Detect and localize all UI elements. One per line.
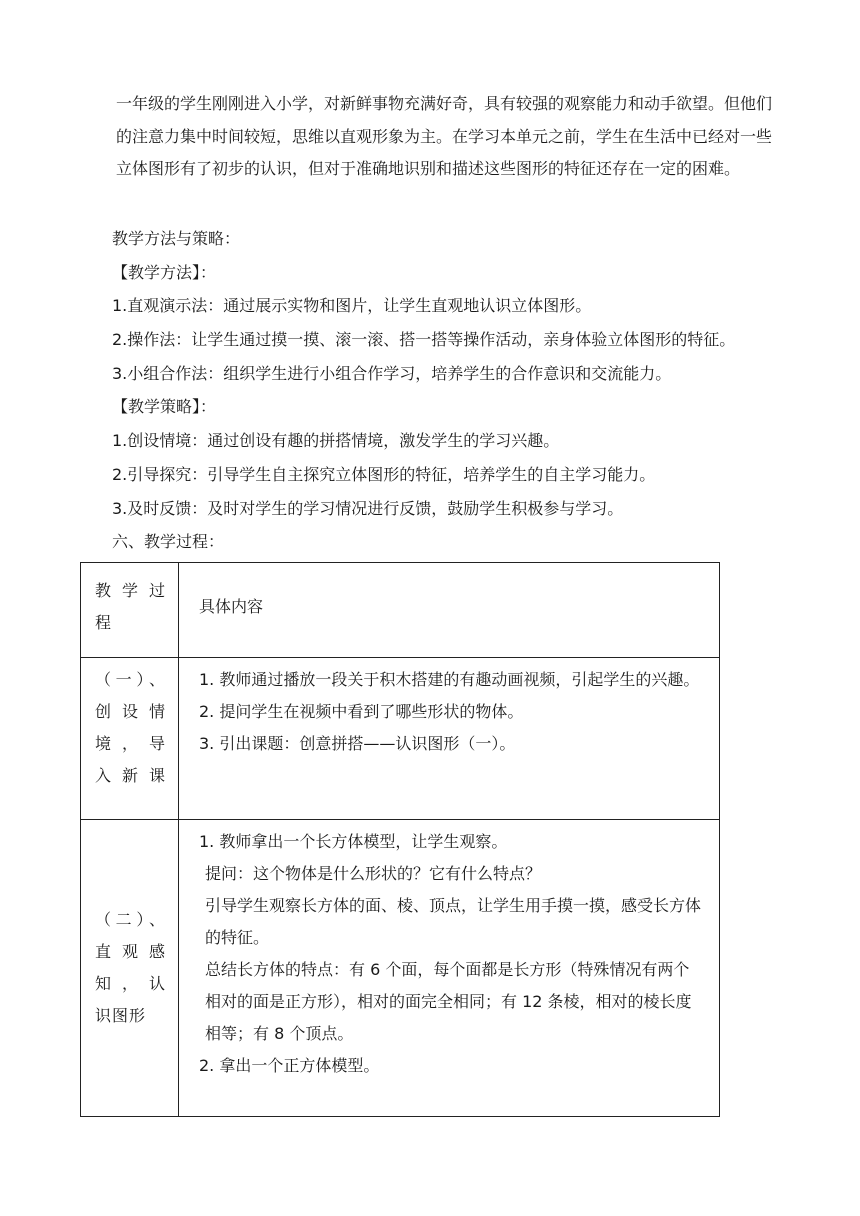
strategy-item: 1.创设情境：通过创设有趣的拼搭情境，激发学生的学习兴趣。 <box>112 431 560 451</box>
subheading-teaching-strategies: 【教学策略】： <box>112 397 217 417</box>
method-item: 3.小组合作法：组织学生进行小组合作学习，培养学生的合作意识和交流能力。 <box>112 363 672 383</box>
section-heading-methods-strategies: 教学方法与策略： <box>112 229 241 248</box>
strategy-item: 2.引导探究：引导学生自主探究立体图形的特征，培养学生的自主学习能力。 <box>112 464 656 484</box>
subheading-teaching-methods: 【教学方法】： <box>112 262 217 282</box>
content-line: 提问：这个物体是什么形状的？它有什么特点？ <box>205 864 542 883</box>
content-cell <box>179 820 720 1117</box>
header-stage-cell <box>81 563 179 658</box>
section-heading-teaching-process: 六、教学过程： <box>112 532 225 552</box>
method-item: 1.直观演示法：通过展示实物和图片，让学生直观地认识立体图形。 <box>112 296 592 316</box>
strategy-item: 3.及时反馈：及时对学生的学习情况进行反馈，鼓励学生积极参与学习。 <box>112 498 624 518</box>
header-stage-line: 教学过 <box>95 581 166 600</box>
method-item: 2.操作法：让学生通过摸一摸、滚一滚、搭一搭等操作活动，亲身体验立体图形的特征。 <box>112 330 736 350</box>
stage-line: 创设情 <box>95 702 166 721</box>
header-stage-line: 程 <box>95 613 113 632</box>
content-line: 1. 教师通过播放一段关于积木搭建的有趣动画视频，引起学生的兴趣。 <box>199 670 700 689</box>
content-line: 2. 拿出一个正方体模型。 <box>199 1056 380 1075</box>
content-line: 引导学生观察长方体的面、棱、顶点，让学生用手摸一摸，感受长方体的特征。 <box>205 896 702 947</box>
teaching-process-table <box>80 562 720 1117</box>
table-header-row <box>81 563 720 658</box>
stage-line: 境，导 <box>95 734 166 753</box>
content-cell <box>179 658 720 820</box>
content-line: 总结长方体的特点：有 6 个面，每个面都是长方形（特殊情况有两个相对的面是正方形），相对的面完全相同；有 12 条棱，相对的棱长度相等；有 8 个顶点。 <box>205 960 692 1043</box>
table-row <box>81 820 720 1117</box>
stage-line: （一）、 <box>95 670 166 689</box>
stage-line: 识图形 <box>95 1006 147 1025</box>
content-line: 3. 引出课题：创意拼搭——认识图形（一）。 <box>199 734 516 753</box>
stage-line: 直观感 <box>95 942 166 961</box>
header-content-cell <box>179 563 720 658</box>
content-line: 1. 教师拿出一个长方体模型，让学生观察。 <box>199 832 508 851</box>
stage-line: （二）、 <box>95 910 166 929</box>
intro-paragraph <box>116 88 784 186</box>
stage-cell <box>81 658 179 820</box>
stage-cell <box>81 820 179 1117</box>
stage-line: 知，认 <box>95 974 166 993</box>
header-content-label: 具体内容 <box>199 597 264 616</box>
table-row <box>81 658 720 820</box>
method-strategy-list <box>112 222 812 559</box>
stage-line: 入新课 <box>95 766 166 785</box>
content-line: 2. 提问学生在视频中看到了哪些形状的物体。 <box>199 702 524 721</box>
intro-text: 一年级的学生刚刚进入小学，对新鲜事物充满好奇，具有较强的观察能力和动手欲望。但他们的注意力集中时间较短，思维以直观形象为主。在学习本单元之前，学生在生活中已经对一些立体图形有了初步的认识，但对于准确地识别和描述这些图形的特征还存在一定的困难。 <box>116 94 773 178</box>
